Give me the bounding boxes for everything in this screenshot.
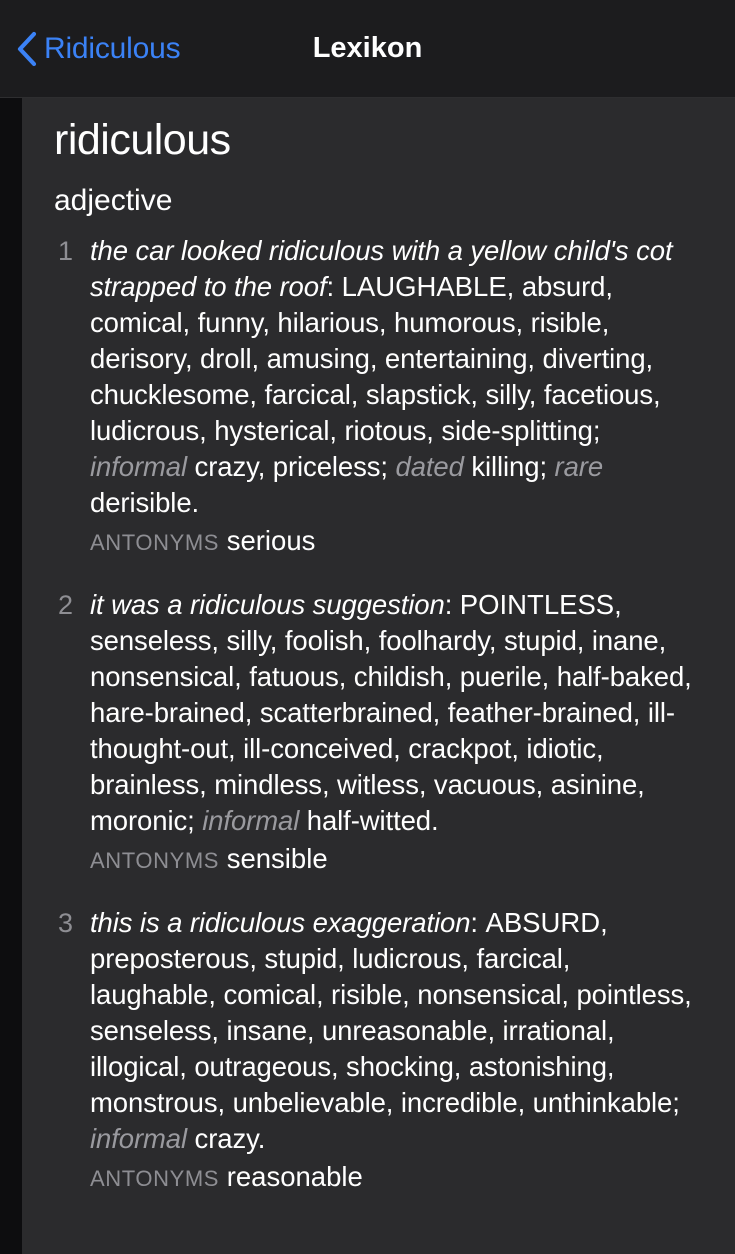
dictionary-entry <box>22 98 715 1254</box>
back-button[interactable] <box>0 31 180 67</box>
left-gutter <box>0 98 22 1254</box>
synonym-list: preposterous, stupid, ludicrous, farcical, laughable, comical, risible, nonsensical, pointless, senseless, insane, unreasonable, irrational, illogical, outrageous, shocking, astonishing, monstrous, unbelievable, incredible, unthinkable; <box>90 943 692 1119</box>
antonyms-line <box>90 523 701 561</box>
sense-number: 3 <box>58 908 74 939</box>
back-button-label: Ridiculous <box>44 31 181 65</box>
sense-example: it was a ridiculous suggestion <box>90 589 445 621</box>
synonym-list-2: crazy, priceless; <box>187 451 396 483</box>
register-label-2: dated <box>395 451 464 483</box>
chevron-left-icon <box>16 31 38 67</box>
sense-separator: : <box>326 271 342 303</box>
right-gutter <box>715 98 735 1254</box>
synonym-list-2: half-witted. <box>299 805 439 837</box>
sense-number: 1 <box>58 236 74 267</box>
navigation-bar <box>0 0 735 98</box>
sense-body <box>90 587 715 879</box>
headword: ridiculous <box>54 116 231 164</box>
antonyms-value: serious <box>226 525 316 557</box>
sense-entry <box>54 233 715 561</box>
sense-number: 2 <box>58 590 74 621</box>
register-label: informal <box>202 805 300 837</box>
register-label-3: rare <box>554 451 604 483</box>
sense-example: the car looked ridiculous with a yellow child's cot strapped to the roof <box>90 235 673 303</box>
register-label: informal <box>90 1123 188 1155</box>
sense-text <box>90 905 701 1157</box>
part-of-speech: adjective <box>54 184 173 218</box>
synonym-head: ABSURD, <box>485 907 608 939</box>
sense-body <box>90 905 715 1197</box>
synonym-head: LAUGHABLE, <box>341 271 515 303</box>
antonyms-line <box>90 841 701 879</box>
antonyms-label: ANTONYMS <box>90 848 220 874</box>
register-label: informal <box>90 451 188 483</box>
page-title: Lexikon <box>312 32 423 64</box>
sense-text <box>90 587 701 839</box>
sense-text <box>90 233 701 521</box>
synonym-list: senseless, silly, foolish, foolhardy, stupid, inane, nonsensical, fatuous, childish, puerile, half-baked, hare-brained, scatterbrained, feather-brained, ill-thought-out, ill-conceived, crackpot, idiotic, brainless, mindless, witless, vacuous, asinine, moronic; <box>90 625 692 837</box>
synonym-list: absurd, comical, funny, hilarious, humorous, risible, derisory, droll, amusing, entertaining, diverting, chucklesome, farcical, slapstick, silly, facetious, ludicrous, hysterical, riotous, side-splitting; <box>90 271 661 447</box>
sense-separator: : <box>444 589 460 621</box>
sense-example: this is a ridiculous exaggeration <box>90 907 471 939</box>
antonyms-label: ANTONYMS <box>90 530 220 556</box>
synonym-list-3: killing; <box>463 451 555 483</box>
sense-separator: : <box>470 907 486 939</box>
antonyms-line <box>90 1159 701 1197</box>
antonyms-value: reasonable <box>226 1161 363 1193</box>
antonyms-label: ANTONYMS <box>90 1166 220 1192</box>
sense-body <box>90 233 715 561</box>
sense-entry <box>54 587 715 879</box>
entry-scroll-area[interactable] <box>0 98 735 1254</box>
antonyms-value: sensible <box>226 843 328 875</box>
synonym-list-2: crazy. <box>187 1123 266 1155</box>
synonym-list-4: derisible. <box>90 487 200 519</box>
sense-entry <box>54 905 715 1197</box>
synonym-head: POINTLESS, <box>459 589 622 621</box>
